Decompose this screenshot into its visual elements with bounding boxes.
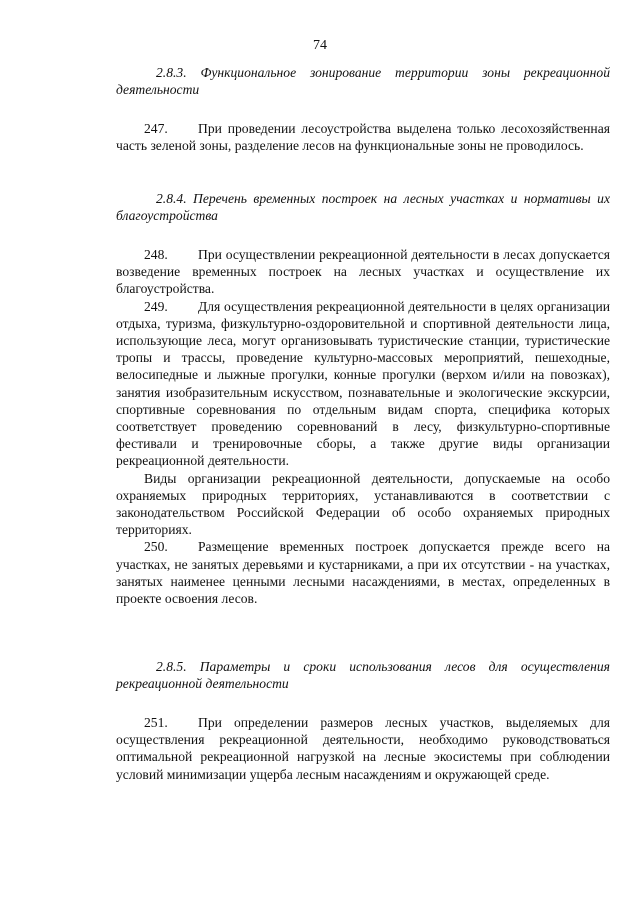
paragraph-text: Для осуществления рекреационной деятельности в целях организации отдыха, туризма, физкультурно-оздоровительной и спортивной деятельности лица, использующие леса, могут организовывать туристические станции, туристические тропы и трассы, проведение культурно-массовых мероприятий, пешеходные, велосипедные и лыжные прогулки, конные прогулки (верхом и/или на повозках), занятия изобразительным искусством, познавательные и экологические экскурсии, спортивные соревнования по отдельным видам спорта, специфика которых соответствует проведению соревнований в лесу, физкультурно-спортивные фестивали и тренировочные сборы, а также другие виды организации рекреационной деятельности. <box>116 298 610 469</box>
paragraph-number: 250. <box>144 539 168 555</box>
paragraph-text: При осуществлении рекреационной деятельности в лесах допускается возведение временных построек на лесных участках и осуществление их благоустройства. <box>116 247 610 297</box>
paragraph-249-continued <box>116 470 610 539</box>
paragraph-text: При проведении лесоустройства выделена только лесохозяйственная часть зеленой зоны, разделение лесов на функциональные зоны не проводилось. <box>116 121 610 154</box>
section-body-2-8-4 <box>116 246 610 607</box>
section-heading-2-8-3: 2.8.3. Функциональное зонирование территории зоны рекреационной деятельности <box>116 65 610 98</box>
paragraph-248 <box>116 246 610 298</box>
paragraph-251 <box>116 714 610 783</box>
paragraph-249 <box>116 298 610 470</box>
section-body-2-8-5 <box>116 714 610 783</box>
section-heading-2-8-4: 2.8.4. Перечень временных построек на лесных участках и нормативы их благоустройства <box>116 191 610 224</box>
section-heading-2-8-5: 2.8.5. Параметры и сроки использования лесов для осуществления рекреационной деятельности <box>116 659 610 692</box>
paragraph-247 <box>116 120 610 154</box>
paragraph-250 <box>116 538 610 607</box>
paragraph-text: Виды организации рекреационной деятельности, допускаемые на особо охраняемых природных территориях, устанавливаются в соответствии с законодательством Российской Федерации об особо охраняемых природных территориях. <box>116 470 610 538</box>
page-number: 74 <box>313 38 327 53</box>
paragraph-number: 247. <box>144 121 168 136</box>
paragraph-text: При определении размеров лесных участков, выделяемых для осуществления рекреационной деятельности, необходимо руководствоваться оптимальной рекреационной нагрузкой на лесные экосистемы при соблюдении условий минимизации ущерба лесным насаждениям и окружающей среде. <box>116 715 610 782</box>
paragraph-number: 248. <box>144 247 168 262</box>
section-body-2-8-3 <box>116 120 610 154</box>
paragraph-number: 251. <box>144 715 168 730</box>
paragraph-number: 249. <box>144 298 168 314</box>
paragraph-text: Размещение временных построек допускается прежде всего на участках, не занятых деревьями и кустарниками, а при их отсутствии - на участках, занятых наименее ценными лесными насаждениями, в местах, определенных в проекте освоения лесов. <box>116 539 610 607</box>
